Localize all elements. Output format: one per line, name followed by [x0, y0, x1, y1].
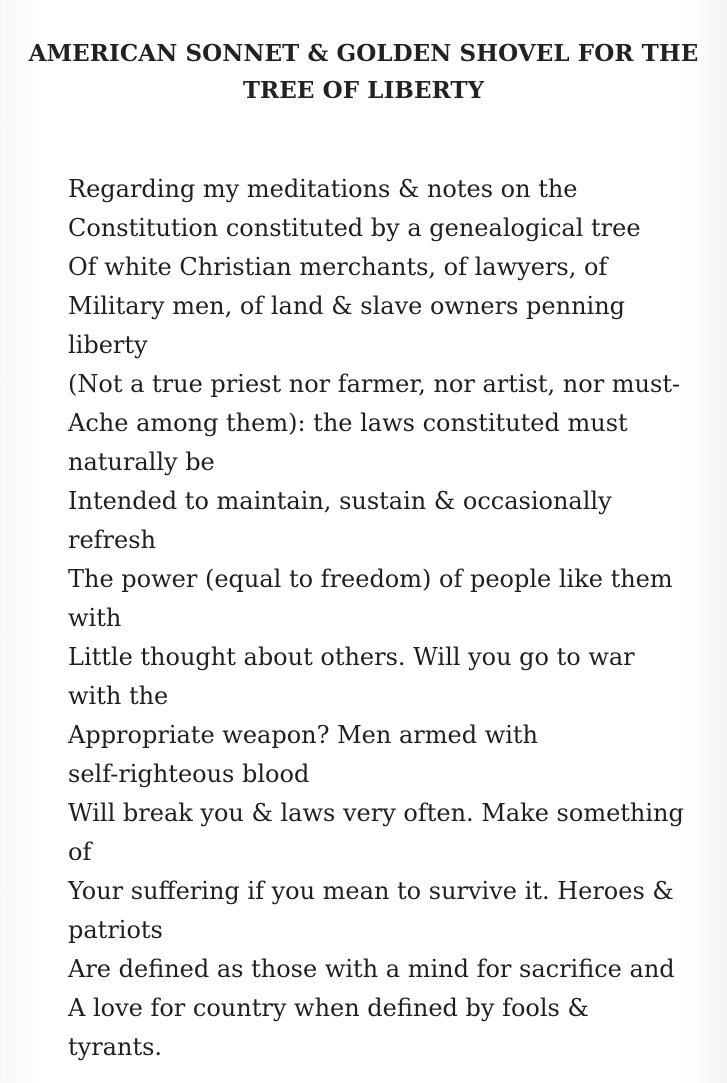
poem-line-continuation: naturally be	[68, 448, 215, 476]
poem-line-text: Will break you & laws very often. Make something	[68, 799, 684, 827]
poem-line	[68, 560, 698, 638]
poem-line-continuation: refresh	[68, 526, 157, 554]
poem-line	[68, 950, 698, 989]
poem-line	[68, 248, 698, 287]
poem-line-text: Little thought about others. Will you go to war	[68, 643, 635, 671]
poem-title-line-1: AMERICAN SONNET & GOLDEN SHOVEL FOR THE	[28, 40, 699, 67]
poem-title-line-2: TREE OF LIBERTY	[242, 77, 485, 104]
poem-line-text: Appropriate weapon? Men armed with	[68, 721, 539, 749]
poem-title	[20, 35, 707, 109]
poem-line-text: Regarding my meditations & notes on the	[68, 175, 578, 203]
poem-line-continuation: with	[68, 604, 122, 632]
poem-line	[68, 482, 698, 560]
poem-line-text: Are defined as those with a mind for sacrifice and	[68, 955, 675, 983]
poem-line	[68, 872, 698, 950]
poem-line	[68, 170, 698, 209]
poem-line	[68, 794, 698, 872]
poem-line	[68, 209, 698, 248]
poem-body	[68, 170, 698, 1067]
poem-line-text: Intended to maintain, sustain & occasionally	[68, 487, 612, 515]
poem-line-text: (Not a true priest nor farmer, nor artist, nor must-	[68, 370, 681, 398]
poem-line	[68, 365, 698, 404]
poem-line-text: Military men, of land & slave owners penning	[68, 292, 626, 320]
poem-line	[68, 404, 698, 482]
poem-line-text: Your suffering if you mean to survive it. Heroes &	[68, 877, 674, 905]
poem-line	[68, 716, 698, 794]
poem-line-continuation: self-righteous blood	[68, 760, 310, 788]
poem-line-text: Ache among them): the laws constituted must	[68, 409, 628, 437]
poem-line-continuation: with the	[68, 682, 169, 710]
poem-line-text: Of white Christian merchants, of lawyers, of	[68, 253, 608, 281]
poem-line-continuation: tyrants.	[68, 1033, 163, 1061]
poem-line	[68, 989, 698, 1067]
poem-line-continuation: liberty	[68, 331, 148, 359]
poem-line-continuation: patriots	[68, 916, 163, 944]
poem-line-text: Constitution constituted by a genealogical tree	[68, 214, 641, 242]
poem-line	[68, 287, 698, 365]
poem-line-text: The power (equal to freedom) of people like them	[68, 565, 673, 593]
poem-line-continuation: of	[68, 838, 92, 866]
poem-line	[68, 638, 698, 716]
poem-line-text: A love for country when defined by fools &	[68, 994, 589, 1022]
